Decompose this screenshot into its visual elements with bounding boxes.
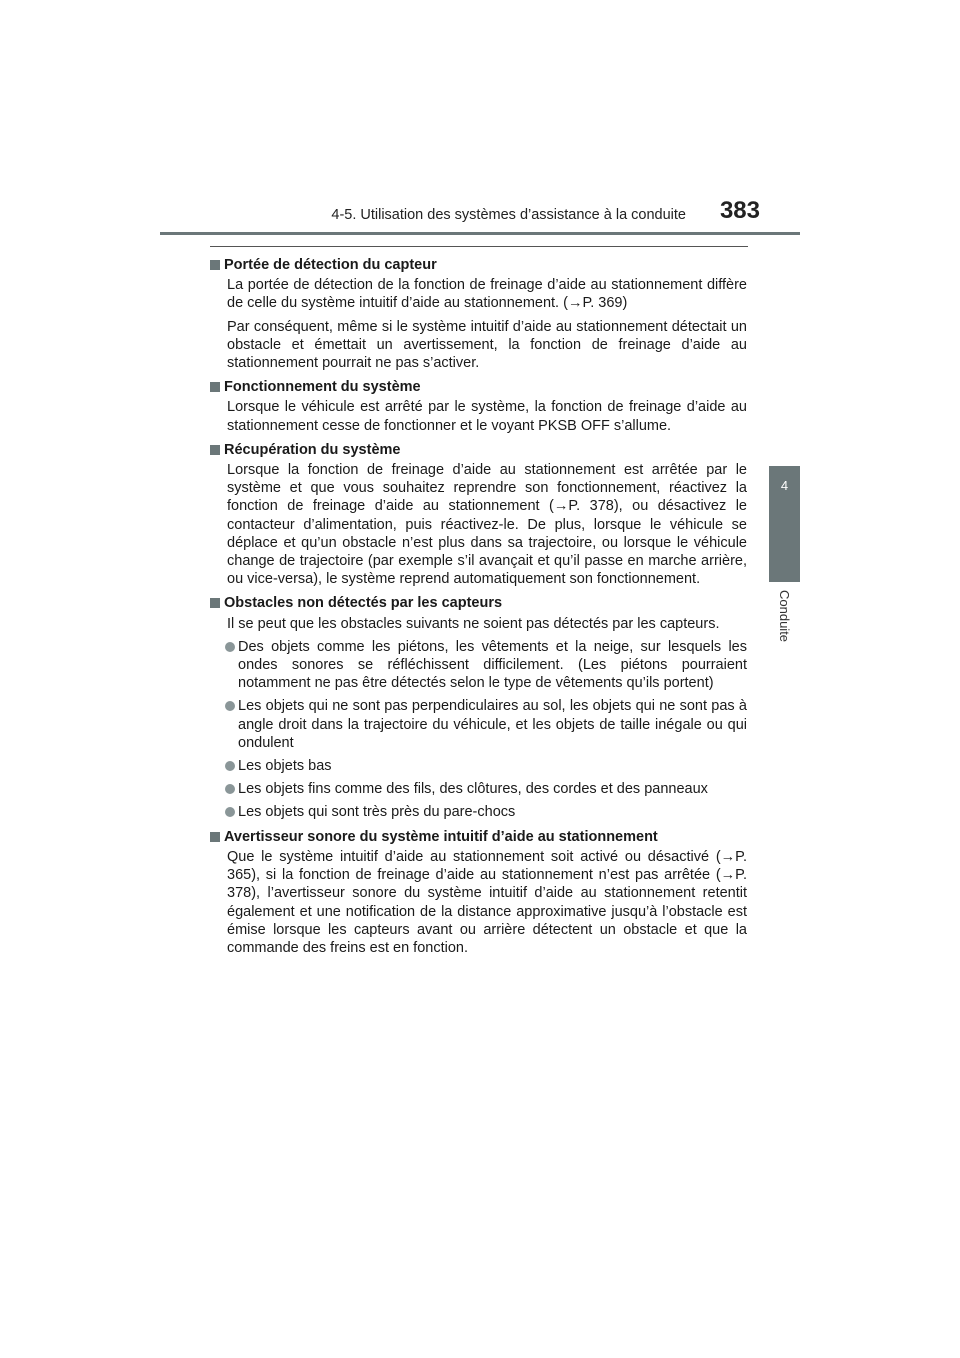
list-item-text: Les objets qui sont très près du pare-chocs (238, 804, 516, 821)
paragraph: La portée de détection de la fonction de freinage d’aide au stationnement diffère de celle du système intuitif d’aide au stationnement. (→P. 369) (227, 277, 747, 312)
section-title (210, 378, 747, 396)
list-item (225, 757, 747, 775)
chapter-tab-number: 4 (780, 478, 789, 493)
square-bullet-icon (210, 598, 220, 608)
list-item-text: Les objets bas (238, 758, 332, 775)
section-undetected-obstacles (210, 594, 747, 821)
section-parking-buzzer (210, 828, 747, 957)
content-rule (210, 246, 748, 247)
paragraph: Que le système intuitif d’aide au stationnement soit activé ou désactivé (→P. 365), si la fonction de freinage d’aide au stationnement n’est pas arrêtée (→P. 378), l’avertisseur sonore du système intuitif d’aide au stationnement retentit également et une notification de la distance approximative jusqu’à l’obstacle est émise lorsque les capteurs avant ou arrière détectent un obstacle et que la commande des freins est en fonction. (227, 848, 747, 956)
section-detection-range (210, 256, 747, 372)
list-item (225, 803, 747, 821)
page-content (210, 256, 747, 963)
section-title-text: Fonctionnement du système (224, 379, 421, 396)
page-number: 383 (719, 197, 760, 224)
header-rule (160, 232, 800, 235)
list-item-text: Des objets comme les piétons, les vêtements et la neige, sur lesquels les ondes sonores se réfléchissent difficilement. (Les piétons pourraient notamment ne pas être détectés selon le type de vêtements qu’ils portent) (238, 638, 747, 692)
section-title-text: Portée de détection du capteur (224, 257, 437, 273)
circle-bullet-icon (225, 761, 235, 771)
circle-bullet-icon (225, 642, 235, 652)
paragraph: Lorsque la fonction de freinage d’aide au stationnement est arrêtée par le système et que vous souhaitez reprendre son fonctionnement, réactivez la fonction de freinage d’aide au stationnement (→P. 378), ou désactivez le contacteur d’alimentation, puis réactivez-le. De plus, lorsque le véhicule se déplace et qu’un obstacle n’est plus dans sa trajectoire, ou lorsque le véhicule change de trajectoire (par exemple s’il avançait et qu’il passe en marche arrière, ou vice-versa), le système reprend automatiquement son fonctionnement. (227, 462, 747, 588)
list-item (225, 638, 747, 693)
chapter-tab-label-text: Conduite (777, 590, 792, 643)
section-title-text: Obstacles non détectés par les capteurs (224, 595, 503, 612)
section-title-text: Récupération du système (224, 441, 401, 458)
bullet-list (210, 638, 747, 822)
section-title-text: Avertisseur sonore du système intuitif d’aide au stationnement (224, 828, 658, 845)
list-item-text: Les objets qui ne sont pas perpendiculaires au sol, les objets qui ne sont pas à angle droit dans la trajectoire du véhicule, et les objets de taille inégale ou qui ondulent (238, 698, 747, 751)
paragraph: Par conséquent, même si le système intuitif d’aide au stationnement détectait un obstacle et émettait un avertissement, la fonction de freinage d’aide au stationnement pourrait ne pas s’activer. (227, 318, 747, 372)
section-title (210, 256, 747, 274)
square-bullet-icon (210, 445, 220, 455)
section-system-recovery (210, 441, 747, 589)
square-bullet-icon (210, 260, 220, 270)
paragraph: Il se peut que les obstacles suivants ne soient pas détectés par les capteurs. (227, 615, 720, 632)
list-item (225, 780, 747, 798)
list-item (225, 697, 747, 752)
square-bullet-icon (210, 832, 220, 842)
section-title (210, 441, 747, 459)
paragraph: Lorsque le véhicule est arrêté par le système, la fonction de freinage d’aide au stationnement cesse de fonctionner et le voyant PKSB OFF s’allume. (227, 399, 747, 434)
chapter-tab-label (768, 590, 801, 680)
chapter-tab[interactable] (769, 466, 800, 582)
section-title (210, 594, 747, 612)
list-item-text: Les objets fins comme des fils, des clôtures, des cordes et des panneaux (238, 781, 708, 798)
section-system-operation (210, 378, 747, 435)
circle-bullet-icon (225, 807, 235, 817)
chapter-title: 4-5. Utilisation des systèmes d’assistance à la conduite (331, 207, 686, 223)
square-bullet-icon (210, 382, 220, 392)
circle-bullet-icon (225, 784, 235, 794)
circle-bullet-icon (225, 701, 235, 711)
section-title (210, 828, 747, 846)
